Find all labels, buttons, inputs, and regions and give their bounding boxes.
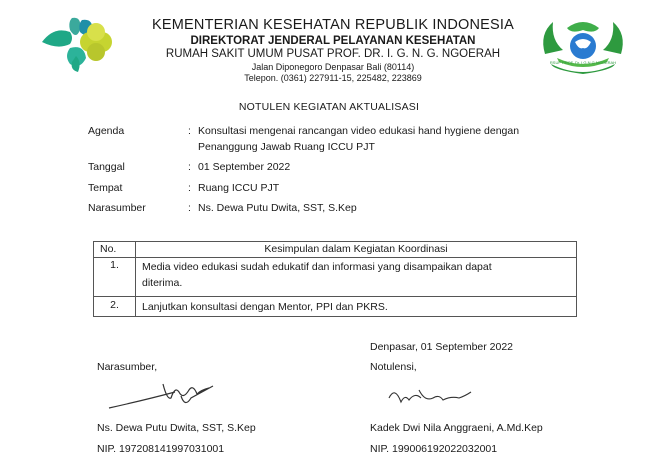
date-colon: : bbox=[188, 161, 191, 173]
note-taker-nip: NIP. 199006192022032001 bbox=[370, 443, 498, 455]
column-header-conclusion: Kesimpulan dalam Kegiatan Koordinasi bbox=[136, 242, 577, 258]
hospital-logo-caption: RSUP PROF. Dr. I.G.N.G NGOERAH bbox=[549, 60, 617, 65]
conclusion-line: Lanjutkan konsultasi dengan Mentor, PPI dan PKRS. bbox=[142, 301, 388, 313]
row-number: 2. bbox=[94, 297, 136, 317]
table-row bbox=[94, 258, 577, 297]
note-taker-role: Notulensi, bbox=[370, 361, 417, 373]
date-value: 01 September 2022 bbox=[198, 161, 291, 173]
column-header-no: No. bbox=[94, 242, 136, 258]
speaker-label: Narasumber bbox=[88, 202, 146, 214]
place-value: Ruang ICCU PJT bbox=[198, 182, 280, 194]
date-label: Tanggal bbox=[88, 161, 125, 173]
note-taker-signature-icon bbox=[385, 384, 475, 412]
agenda-colon: : bbox=[188, 125, 191, 137]
directorate-name: DIREKTORAT JENDERAL PELAYANAN KESEHATAN bbox=[190, 34, 476, 47]
agenda-label: Agenda bbox=[88, 125, 125, 137]
hospital-phone: Telepon. (0361) 227911-15, 225482, 223869 bbox=[244, 72, 422, 83]
conclusion-line: Media video edukasi sudah edukatif dan informasi yang disampaikan dapat bbox=[142, 261, 492, 273]
ministry-name: KEMENTERIAN KESEHATAN REPUBLIK INDONESIA bbox=[152, 17, 514, 33]
row-number: 1. bbox=[94, 258, 136, 297]
conclusion-line: diterima. bbox=[142, 277, 183, 289]
agenda-value-line2: Penanggung Jawab Ruang ICCU PJT bbox=[198, 141, 375, 153]
hospital-name: RUMAH SAKIT UMUM PUSAT PROF. DR. I. G. N. G. NGOERAH bbox=[165, 48, 501, 60]
speaker-name: Ns. Dewa Putu Dwita, SST, S.Kep bbox=[97, 422, 256, 434]
place-date: Denpasar, 01 September 2022 bbox=[370, 341, 514, 353]
speaker-colon: : bbox=[188, 202, 191, 214]
letterhead bbox=[118, 18, 548, 83]
speaker-nip: NIP. 197208141997031001 bbox=[97, 443, 225, 455]
speaker-signature-icon bbox=[105, 378, 225, 414]
speaker-role: Narasumber, bbox=[97, 361, 158, 373]
table-row bbox=[94, 297, 577, 317]
agenda-value-line1: Konsultasi mengenai rancangan video edukasi hand hygiene dengan bbox=[198, 125, 520, 137]
kemenkes-logo-icon bbox=[40, 14, 122, 74]
table-header-row bbox=[94, 242, 577, 258]
row-conclusion bbox=[136, 258, 577, 297]
row-conclusion bbox=[136, 297, 577, 317]
hospital-address: Jalan Diponegoro Denpasar Bali (80114) bbox=[251, 61, 415, 72]
place-colon: : bbox=[188, 182, 191, 194]
document-title: NOTULEN KEGIATAN AKTUALISASI bbox=[238, 101, 420, 113]
note-taker-name: Kadek Dwi Nila Anggraeni, A.Md.Kep bbox=[370, 422, 543, 434]
place-label: Tempat bbox=[88, 182, 123, 194]
conclusions-table bbox=[93, 241, 577, 317]
speaker-value: Ns. Dewa Putu Dwita, SST, S.Kep bbox=[198, 202, 357, 214]
hospital-logo-icon bbox=[537, 14, 629, 86]
